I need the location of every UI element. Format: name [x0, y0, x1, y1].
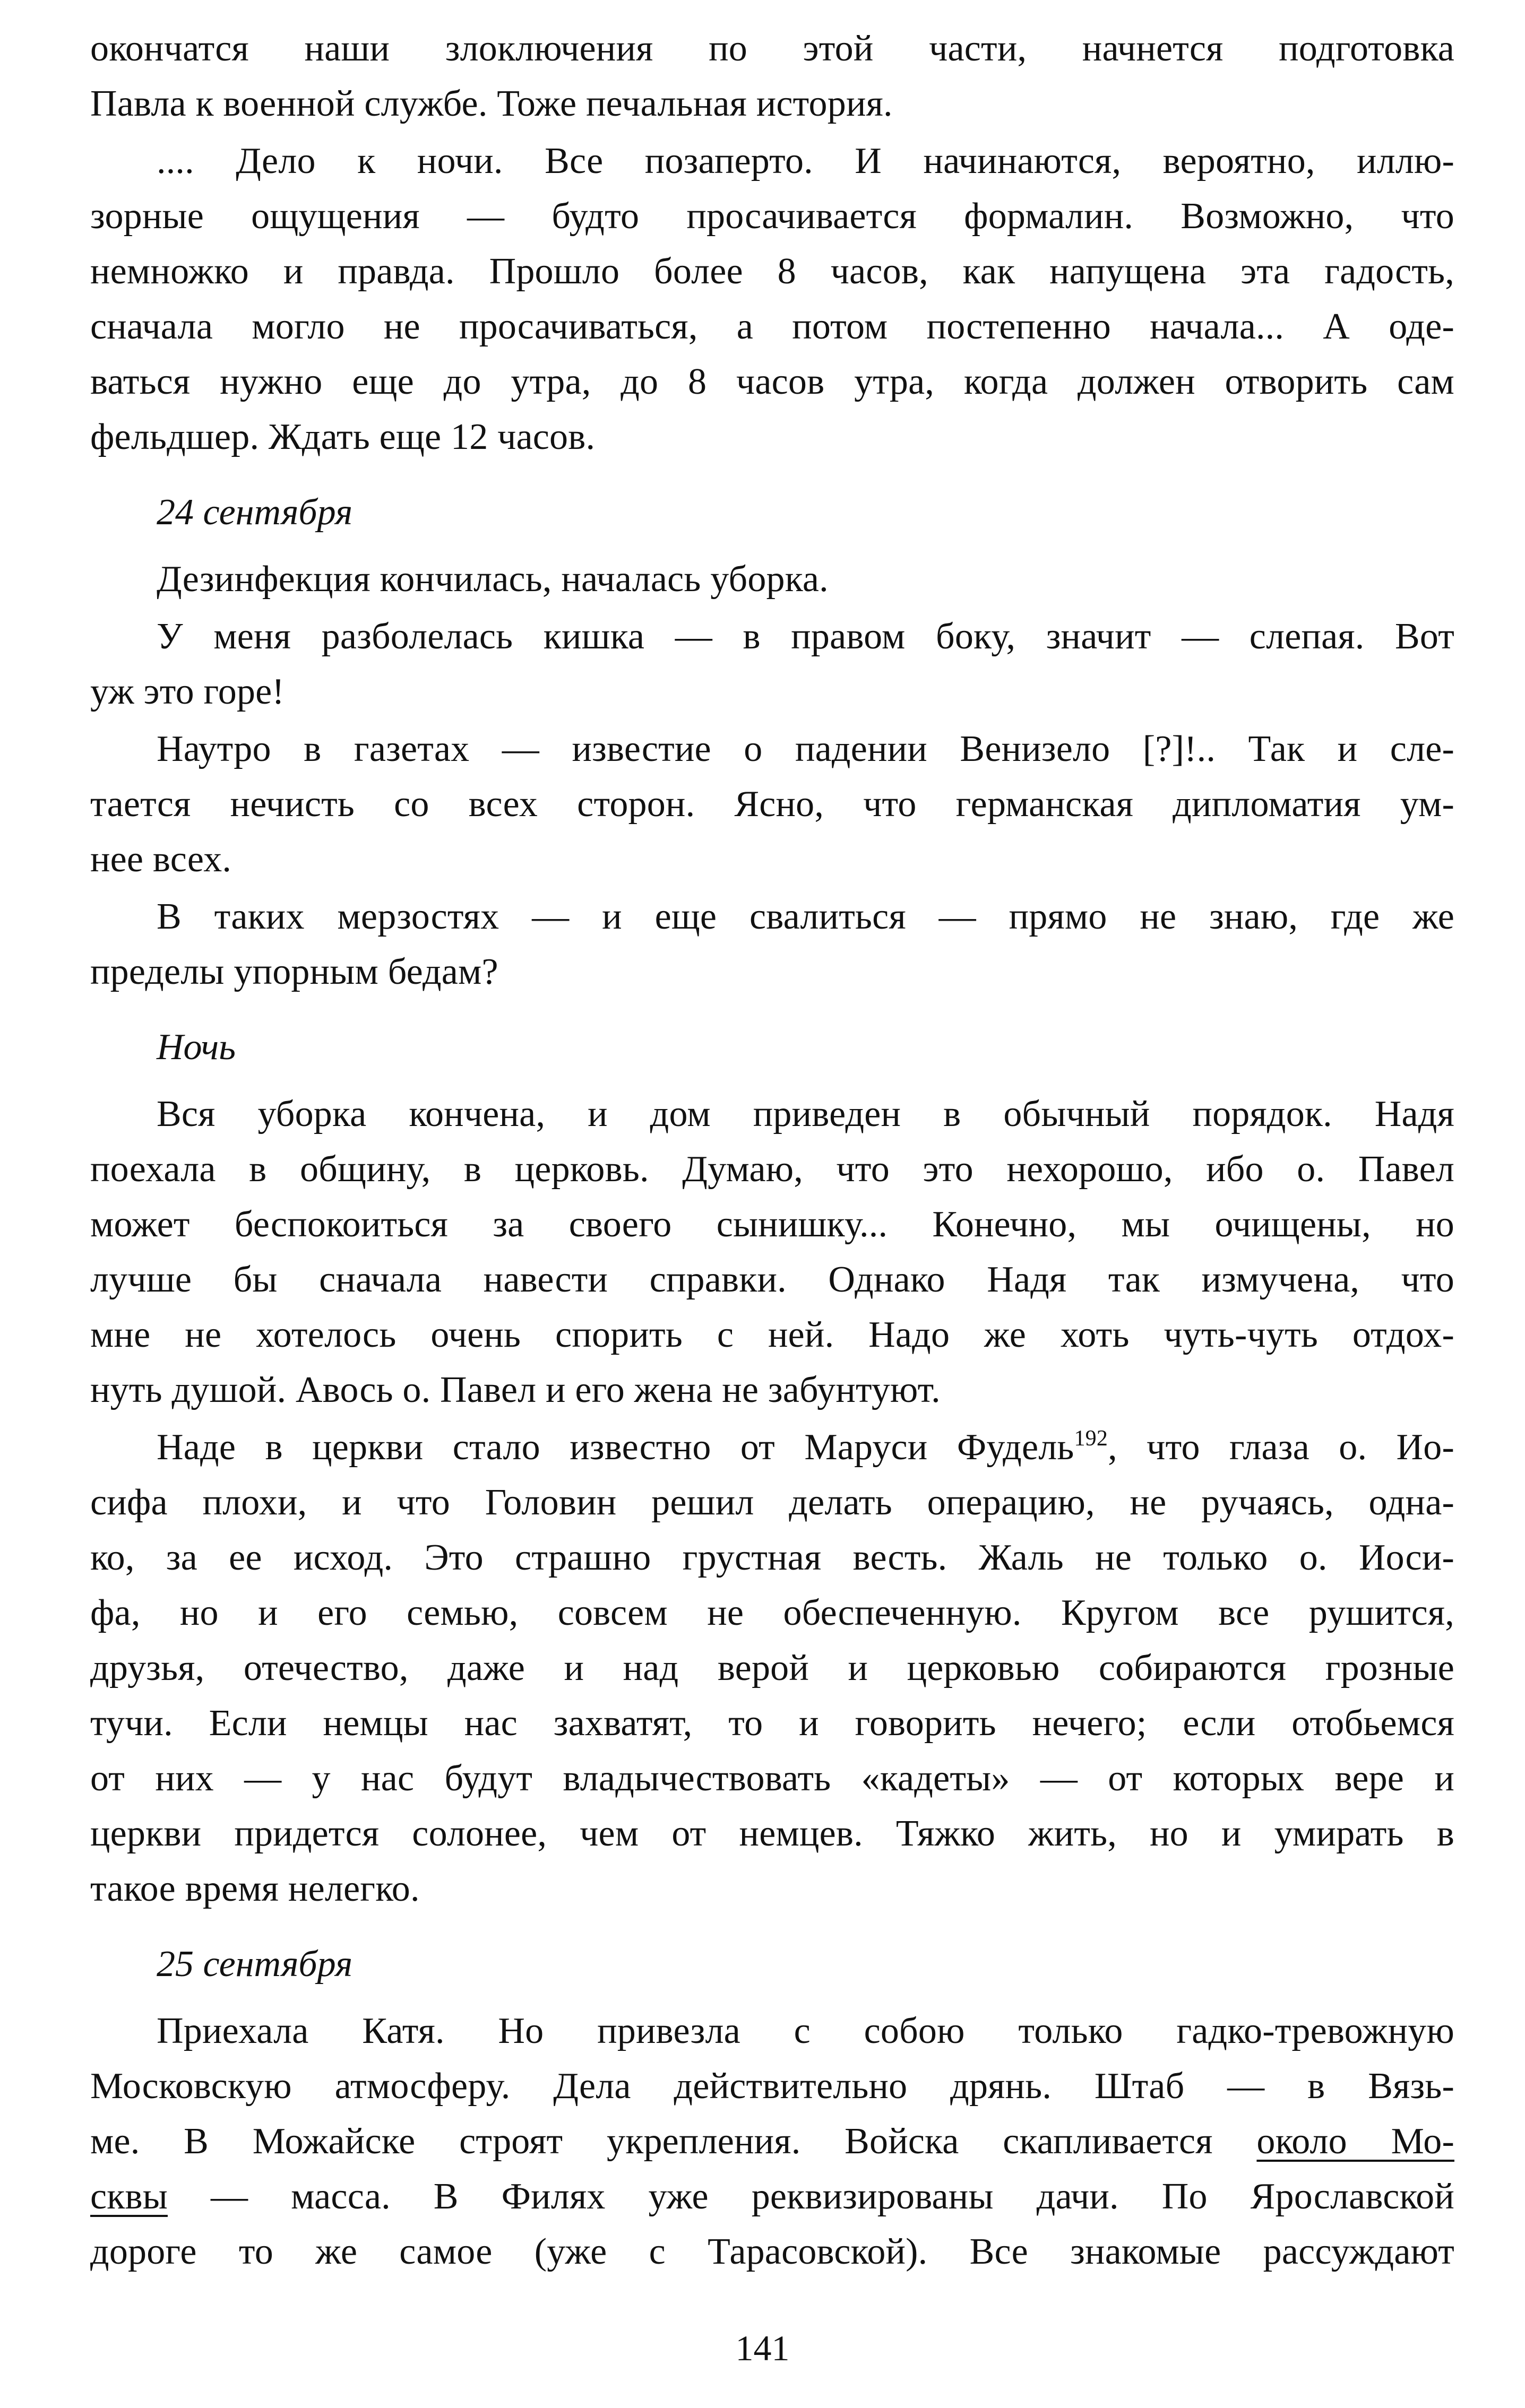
text-line [90, 2169, 1454, 2224]
footnote-marker[interactable]: 192 [1074, 1426, 1108, 1451]
text-line [90, 2114, 1454, 2169]
text-line: ко, за ее исход. Это страшно грустная весть. Жаль не только о. Иоси- [90, 1537, 1454, 1578]
paragraph [90, 21, 1454, 132]
text-fragment: ме. В Можайске строят укрепления. Войска скапливается [90, 2121, 1257, 2162]
paragraph [90, 722, 1454, 887]
paragraph [90, 609, 1454, 720]
text-line: поехала в общину, в церковь. Думаю, что это нехорошо, ибо о. Павел [90, 1149, 1454, 1190]
paragraph [90, 1420, 1454, 1917]
text-line: сифа плохи, и что Головин решил делать операцию, не ручаясь, одна- [90, 1482, 1454, 1523]
text-line: немножко и правда. Прошло более 8 часов, как напущена эта гадость, [90, 251, 1454, 292]
text-line: зорные ощущения — будто просачивается формалин. Возможно, что [90, 196, 1454, 237]
text-line: ваться нужно еще до утра, до 8 часов утра, когда должен отворить сам [90, 361, 1454, 402]
text-line: окончатся наши злоключения по этой части, начнется подготовка [90, 28, 1454, 69]
paragraph [90, 552, 1454, 607]
paragraph [90, 134, 1454, 465]
text-line: тучи. Если немцы нас захватят, то и говорить нечего; если отобьемся [90, 1703, 1454, 1744]
text-line: нее всех. [90, 839, 232, 880]
underlined-text: сквы [90, 2176, 168, 2217]
text-line: уж это горе! [90, 671, 285, 712]
text-fragment: — масса. В Филях уже реквизированы дачи. По Ярославской [167, 2176, 1454, 2217]
text-line: церкви придется солонее, чем от немцев. Тяжко жить, но и умирать в [90, 1813, 1454, 1854]
page-body [90, 21, 1454, 2282]
text-line: мне не хотелось очень спорить с ней. Надо же хоть чуть-чуть отдох- [90, 1314, 1454, 1355]
text-line: В таких мерзостях — и еще свалиться — прямо не знаю, где же [157, 896, 1454, 937]
text-fragment: , что глаза о. Ио- [1108, 1427, 1455, 1468]
text-line: фельдшер. Ждать еще 12 часов. [90, 417, 596, 457]
paragraph [90, 1087, 1454, 1418]
page-number: 141 [735, 2328, 790, 2368]
text-line: пределы упорным бедам? [90, 951, 498, 992]
text-line: такое время нелегко. [90, 1868, 420, 1909]
date-heading: 24 сентября [157, 492, 353, 533]
text-line: Московскую атмосферу. Дела действительно дрянь. Штаб — в Вязь- [90, 2066, 1454, 2107]
text-line: от них — у нас будут владычествовать «кадеты» — от которых вере и [90, 1758, 1454, 1799]
text-line: Наутро в газетах — известие о падении Венизело [?]!.. Так и сле- [157, 729, 1454, 769]
text-line: может беспокоиться за своего сынишку... Конечно, мы очищены, но [90, 1204, 1454, 1245]
text-line: нуть душой. Авось о. Павел и его жена не забунтуют. [90, 1370, 941, 1410]
text-line: друзья, отечество, даже и над верой и церковью собираются грозные [90, 1648, 1454, 1688]
text-line: Вся уборка кончена, и дом приведен в обычный порядок. Надя [157, 1094, 1454, 1134]
text-line: дороге то же самое (уже с Тарасовской). Все знакомые рассуждают [90, 2231, 1454, 2272]
text-line: сначала могло не просачиваться, а потом постепенно начала... А оде- [90, 306, 1454, 347]
date-heading: 25 сентября [157, 1944, 353, 1985]
text-line [90, 1420, 1454, 1475]
text-line: лучше бы сначала навести справки. Однако Надя так измучена, что [90, 1259, 1454, 1300]
paragraph [90, 889, 1454, 1000]
text-line: У меня разболелась кишка — в правом боку, значит — слепая. Вот [157, 616, 1454, 657]
text-line: Дезинфекция кончилась, началась уборка. [157, 559, 829, 600]
paragraph [90, 2004, 1454, 2280]
text-line: фа, но и его семью, совсем не обеспеченную. Кругом все рушится, [90, 1592, 1454, 1633]
text-fragment: Наде в церкви стало известно от Маруси Фудель [157, 1427, 1074, 1468]
text-line: Приехала Катя. Но привезла с собою только гадко-тревожную [157, 2011, 1454, 2051]
text-line: тается нечисть со всех сторон. Ясно, что германская дипломатия ум- [90, 784, 1454, 825]
text-line: .... Дело к ночи. Все позаперто. И начинаются, вероятно, иллю- [157, 141, 1454, 181]
text-line: Павла к военной службе. Тоже печальная история. [90, 83, 893, 124]
underlined-text: около Мо- [1256, 2121, 1454, 2162]
date-heading: Ночь [157, 1027, 236, 1068]
